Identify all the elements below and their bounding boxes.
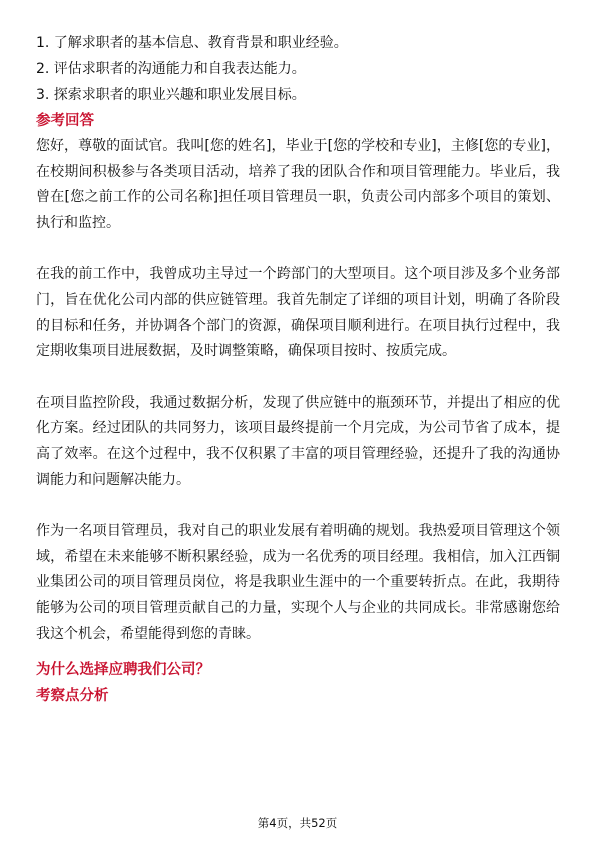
paragraph-spacer bbox=[36, 236, 560, 262]
answer-heading: 参考回答 bbox=[36, 113, 94, 129]
list-item: 3. 探索求职者的职业兴趣和职业发展目标。 bbox=[36, 87, 306, 103]
page-footer: 第4页，共52页 bbox=[257, 816, 338, 830]
answer-paragraph: 您好，尊敬的面试官。我叫[您的姓名]，毕业于[您的学校和专业]，主修[您的专业]，在校期间积极参与各类项目活动，培养了我的团队合作和项目管理能力。毕业后，我曾在[您之前工作的公司名称]担任项目管理员一职，负责公司内部多个项目的策划、执行和监控。 bbox=[36, 138, 560, 231]
paragraph-spacer bbox=[36, 493, 560, 519]
document-body bbox=[36, 30, 560, 709]
list-item: 1. 了解求职者的基本信息、教育背景和职业经验。 bbox=[36, 35, 348, 51]
analysis-heading: 考察点分析 bbox=[36, 688, 109, 705]
answer-paragraph: 作为一名项目管理员，我对自己的职业发展有着明确的规划。我热爱项目管理这个领域，希望在未来能够不断积累经验，成为一名优秀的项目经理。我相信，加入江西铜业集团公司的项目管理员岗位，将是我职业生涯中的一个重要转折点。在此，我期待能够为公司的项目管理贡献自己的力量，实现个人与企业的共同成长。非常感谢您给我这个机会，希望能得到您的青睐。 bbox=[36, 523, 560, 642]
answer-paragraph: 在项目监控阶段，我通过数据分析，发现了供应链中的瓶颈环节，并提出了相应的优化方案。经过团队的共同努力，该项目最终提前一个月完成，为公司节省了成本，提高了效率。在这个过程中，我不仅积累了丰富的项目管理经验，还提升了我的沟通协调能力和问题解决能力。 bbox=[36, 394, 560, 488]
answer-paragraph: 在我的前工作中，我曾成功主导过一个跨部门的大型项目。这个项目涉及多个业务部门，旨在优化公司内部的供应链管理。我首先制定了详细的项目计划，明确了各阶段的目标和任务，并协调各个部门的资源，确保项目顺利进行。在项目执行过程中，我定期收集项目进展数据，及时调整策略，确保项目按时、按质完成。 bbox=[36, 266, 560, 360]
section-spacer bbox=[36, 647, 560, 657]
list-item: 2. 评估求职者的沟通能力和自我表达能力。 bbox=[36, 61, 306, 77]
question-heading: 为什么选择应聘我们公司？ bbox=[36, 662, 210, 679]
paragraph-spacer bbox=[36, 365, 560, 391]
